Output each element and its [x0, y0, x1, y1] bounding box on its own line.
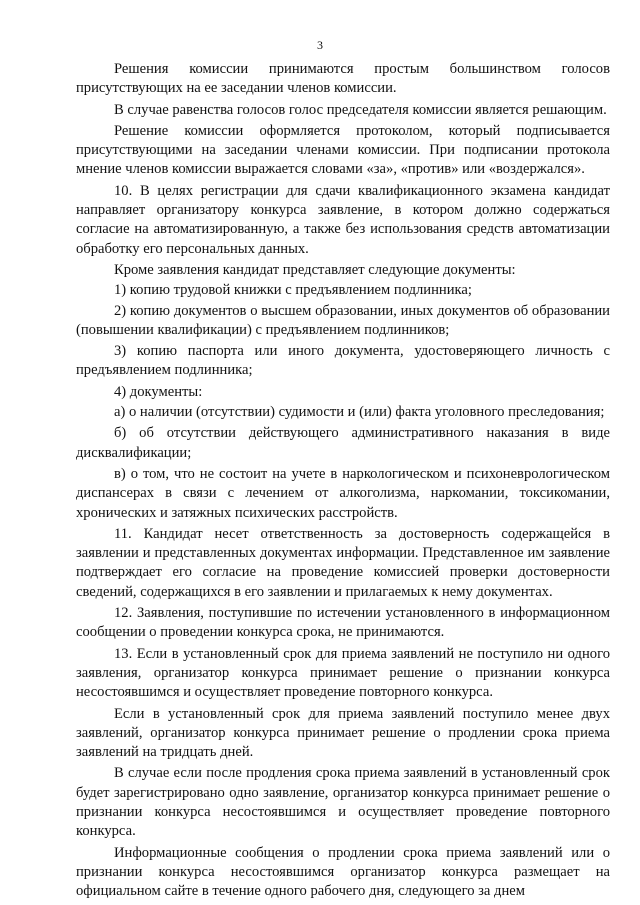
page-number: 3 — [317, 38, 323, 52]
sub-list-item: б) об отсутствии действующего административного наказания в виде дисквалификации; — [76, 425, 610, 461]
paragraph: 13. Если в установленный срок для приема заявлений не поступило ни одного заявления, организатор конкурса принимает решение о признании конкурса несостоявшимся и осуществляет проведение повторного конкурса. — [76, 645, 610, 701]
paragraph: Информационные сообщения о продлении срока приема заявлений или о признании конкурса несостоявшимся организатор конкурса размещает на официальном сайте в течение одного рабочего дня, следующего за днем — [76, 844, 610, 900]
paragraph: 10. В целях регистрации для сдачи квалификационного экзамена кандидат направляет организатору конкурса заявление, в котором должно содержаться согласие на автоматизированную, а также без использования средств автоматизации обработку его персональных данных. — [76, 182, 610, 257]
sub-list-item: в) о том, что не состоит на учете в наркологическом и психоневрологическом диспансерах в связи с лечением от алкоголизма, наркомании, токсикомании, хронических и затяжных психических расстройств. — [76, 465, 610, 521]
paragraph: В случае если после продления срока приема заявлений в установленный срок будет зарегистрировано одно заявление, организатор конкурса принимает решение о признании конкурса несостоявшимся и осуществляет проведение повторного конкурса. — [76, 765, 610, 840]
list-item: 3) копию паспорта или иного документа, удостоверяющего личность с предъявлением подлинника; — [76, 343, 610, 379]
list-item: 1) копию трудовой книжки с предъявлением подлинника; — [114, 282, 472, 299]
paragraph: Решения комиссии принимаются простым большинством голосов присутствующих на ее заседании членов комиссии. — [76, 61, 610, 97]
paragraph: Если в установленный срок для приема заявлений поступило менее двух заявлений, организатор конкурса принимает решение о продлении срока приема заявлений на тридцать дней. — [76, 705, 610, 761]
paragraph: 11. Кандидат несет ответственность за достоверность содержащейся в заявлении и представленных документах информации. Представленное им заявление подтверждает его согласие на проведение комиссией проверки достоверности сведений, содержащихся в его заявлении и прилагаемых к нему документах. — [76, 525, 610, 600]
paragraph: Решение комиссии оформляется протоколом, который подписывается присутствующими на заседании членами комиссии. При подписании протокола мнение членов комиссии выражается словами «за», «против» или «воздержался». — [76, 122, 610, 178]
paragraph: Кроме заявления кандидат представляет следующие документы: — [114, 261, 516, 278]
document-body — [76, 60, 610, 903]
paragraph: В случае равенства голосов голос председателя комиссии является решающим. — [114, 101, 607, 118]
sub-list-item: а) о наличии (отсутствии) судимости и (или) факта уголовного преследования; — [114, 404, 605, 421]
list-item: 4) документы: — [114, 383, 203, 400]
list-item: 2) копию документов о высшем образовании, иных документов об образовании (повышении квалификации) с предъявлением подлинников; — [76, 302, 610, 338]
paragraph: 12. Заявления, поступившие по истечении установленного в информационном сообщении о проведении конкурса срока, не принимаются. — [76, 605, 610, 641]
